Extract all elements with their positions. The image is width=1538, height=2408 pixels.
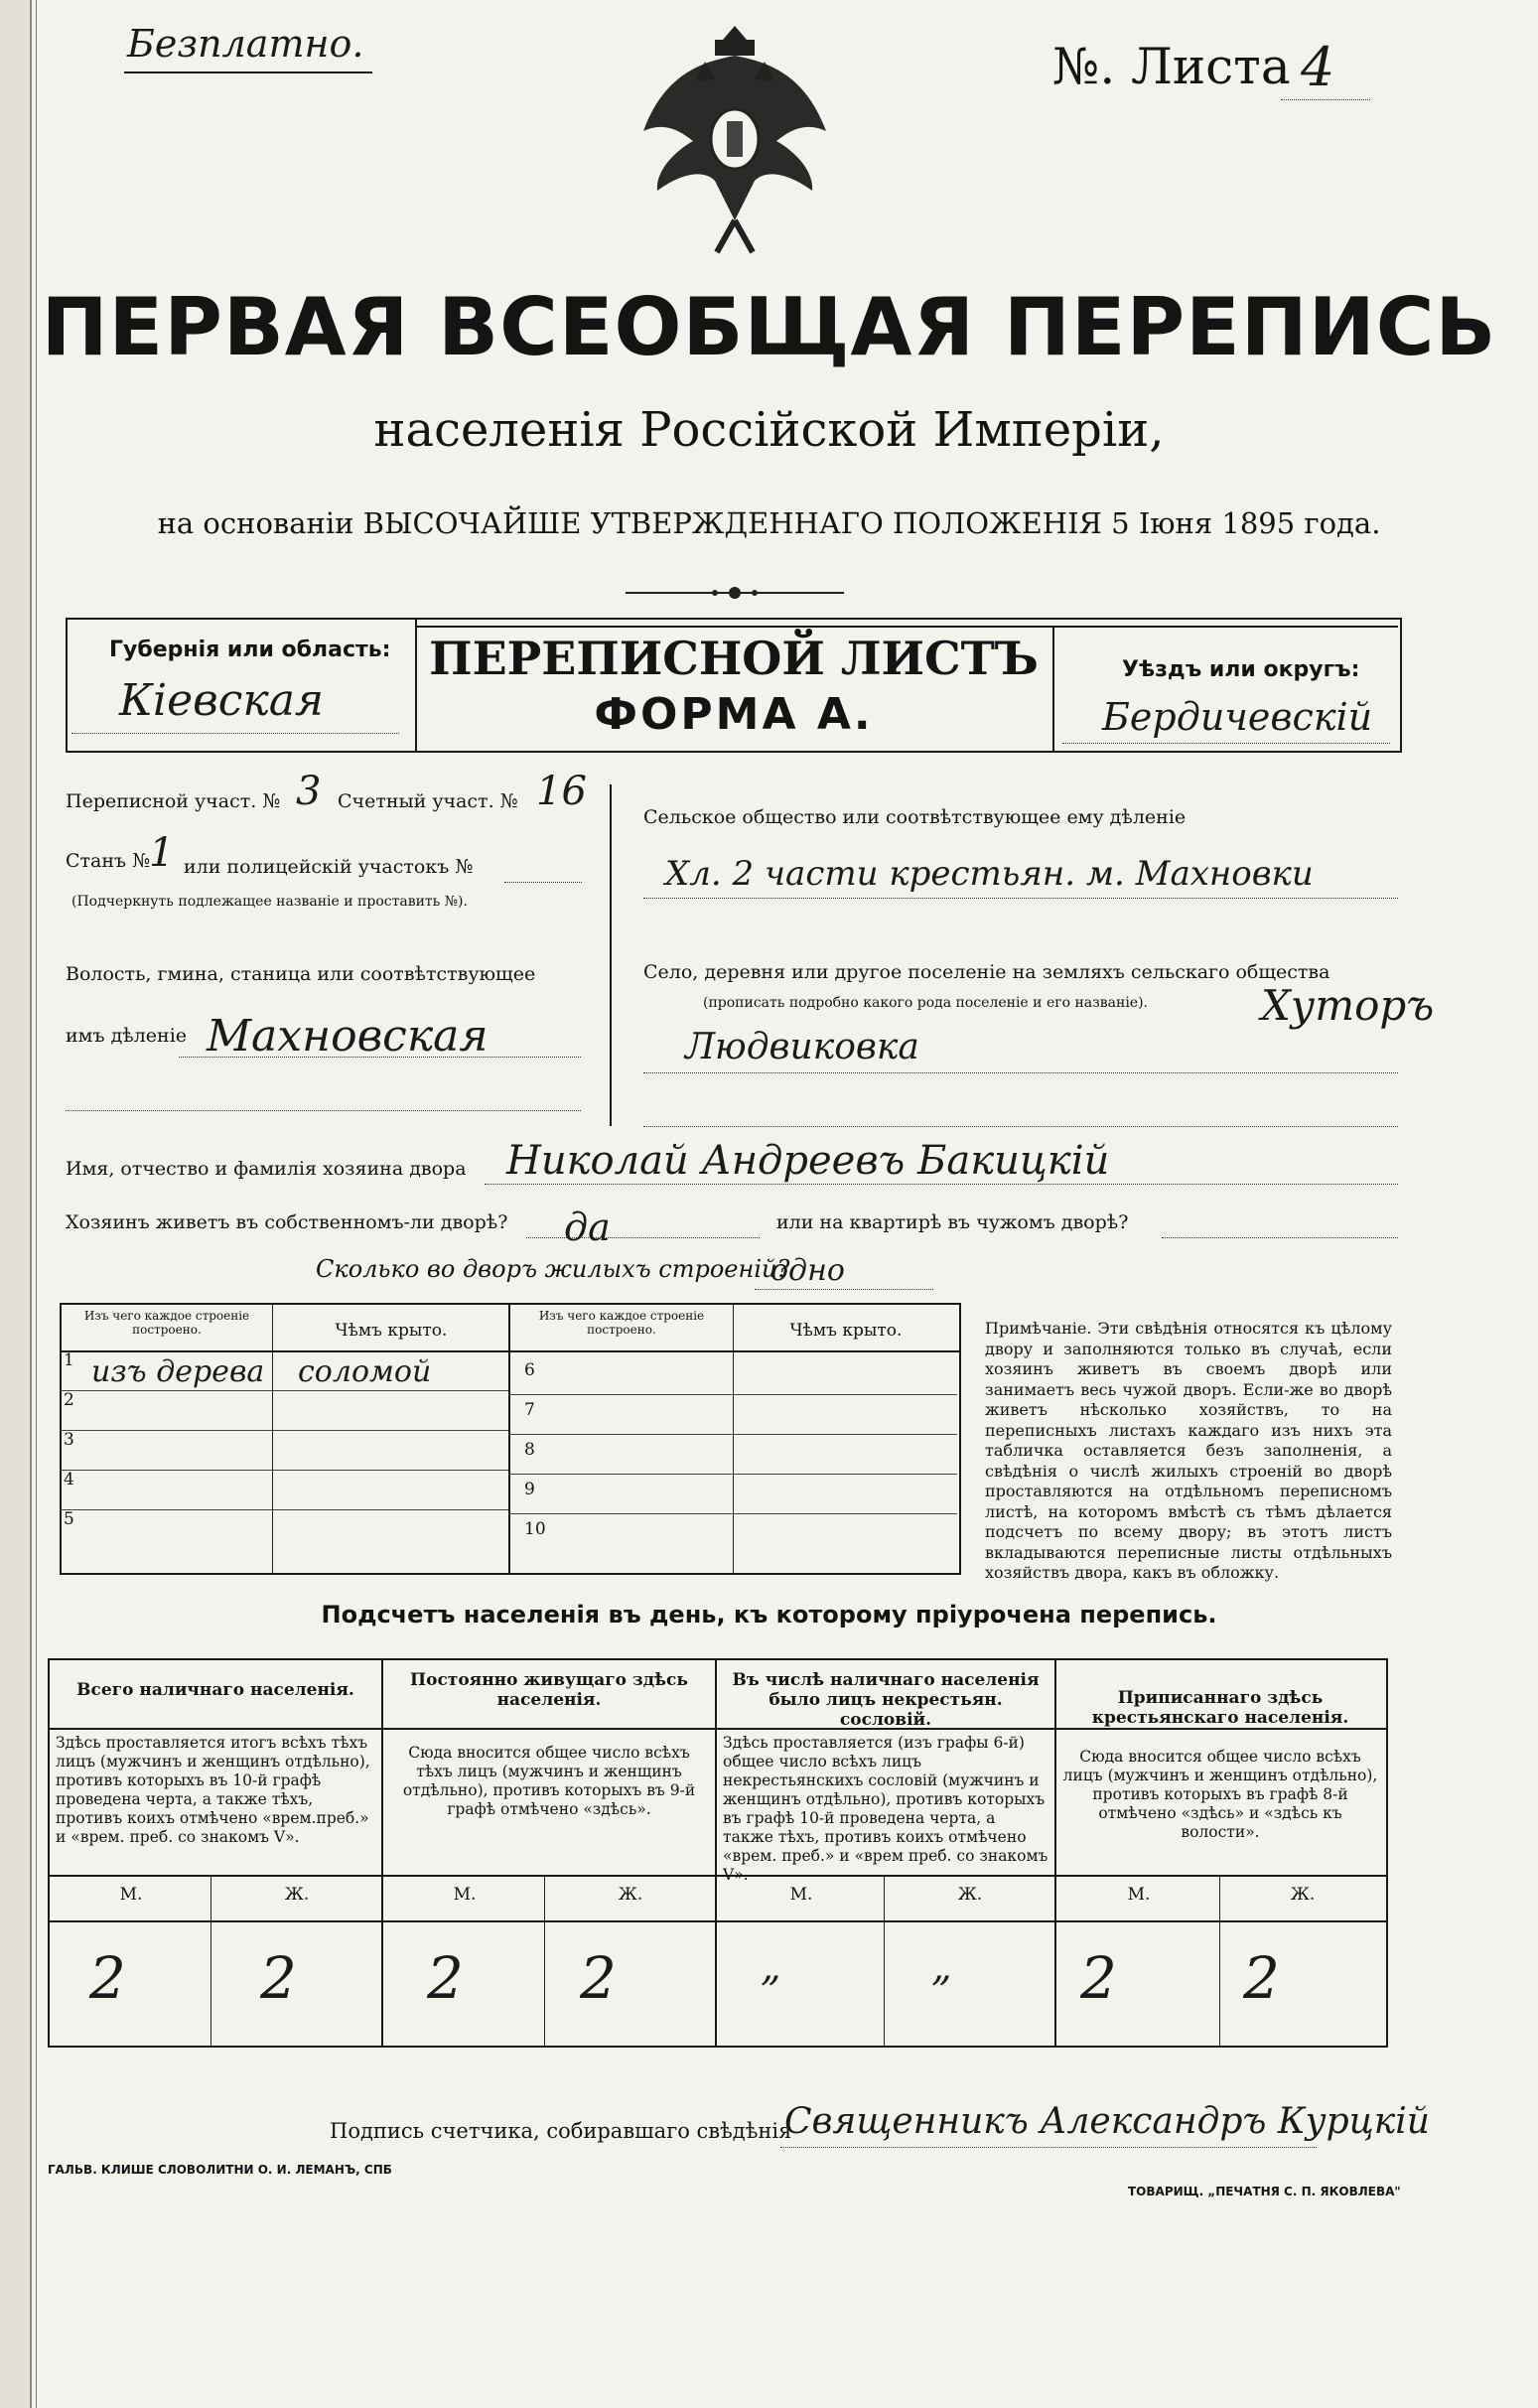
census-district-value: 3 xyxy=(296,769,322,814)
village-value-2: Людвиковка xyxy=(685,1027,919,1067)
population-male-label: М. xyxy=(453,1885,477,1905)
table-row-rule xyxy=(508,1474,957,1475)
buildings-col-roof-right: Чѣмъ крыто. xyxy=(789,1321,903,1341)
imperial-eagle-emblem xyxy=(635,22,834,260)
population-col-title: Постоянно живущаго здѣсь населенія. xyxy=(410,1670,688,1710)
stan-note: (Подчеркнуть подлежащее названіе и проставить №). xyxy=(71,894,468,910)
population-mf-divider xyxy=(1219,1875,1220,2046)
population-female-value: 2 xyxy=(260,1944,297,2012)
signature-field-line xyxy=(780,2147,1317,2148)
population-female-label: Ж. xyxy=(618,1885,643,1905)
population-male-value: „ xyxy=(761,1944,781,1990)
population-female-value: 2 xyxy=(580,1944,617,2012)
owner-name-label: Имя, отчество и фамилія хозяина двора xyxy=(66,1158,467,1180)
buildings-count-value: одно xyxy=(770,1253,845,1288)
gubernia-field-line xyxy=(71,733,399,734)
buildings-table xyxy=(60,1303,961,1575)
table-row-roof: соломой xyxy=(298,1354,432,1389)
signature-label: Подпись счетчика, собиравшаго свѣдѣнія xyxy=(330,2119,792,2143)
population-female-value: 2 xyxy=(1243,1944,1280,2012)
population-col-desc: Здѣсь проставляется итогъ всѣхъ тѣхъ лицъ (мужчинъ и женщинъ отдѣльно), противъ которыхъ въ 10-й графѣ проведена черта, а также тѣхъ, противъ коихъ отмѣчено «врем.преб.» и «врем. преб. со знакомъ V». xyxy=(56,1734,370,1846)
population-col-divider xyxy=(1054,1658,1056,2046)
village-field-line-2 xyxy=(643,1126,1398,1127)
uezd-field-line xyxy=(1062,743,1390,744)
buildings-header-rule xyxy=(60,1350,959,1352)
buildings-col-material-right: Изъ чего каждое строеніе построено. xyxy=(538,1309,705,1337)
volost-label: Волость, гмина, станица или соотвѣтствующее xyxy=(66,963,536,985)
population-male-label: М. xyxy=(789,1885,813,1905)
population-male-value: 2 xyxy=(427,1944,464,2012)
police-district-label: или полицейскій участокъ № xyxy=(184,856,474,878)
rent-yard-field-line xyxy=(1162,1237,1398,1238)
population-heading: Подсчетъ населенія въ день, къ которому пріурочена перепись. xyxy=(321,1601,1217,1629)
table-row-rule xyxy=(508,1513,957,1514)
sheet-number-value: 4 xyxy=(1301,36,1335,98)
footer-printer-left: ГАЛЬВ. КЛИШЕ СЛОВОЛИТНИ О. И. ЛЕМАНЪ, СПБ xyxy=(48,2163,392,2177)
population-mf-divider xyxy=(210,1875,211,2046)
village-label: Село, деревня или другое поселеніе на земляхъ сельскаго общества xyxy=(643,961,1330,983)
population-col-desc: Здѣсь проставляется (изъ графы 6-й) общее число всѣхъ лицъ некрестьянскихъ сословій (мужчинъ и женщинъ отдѣльно), противъ которыхъ въ графѣ 10-й проведена черта, а также тѣхъ, противъ коихъ отмѣчено «врем. преб.» и «врем преб. со знакомъ V». xyxy=(723,1734,1049,1884)
table-row-number: 7 xyxy=(524,1400,535,1420)
village-field-line xyxy=(643,1072,1398,1073)
buildings-col-roof-left: Чѣмъ крыто. xyxy=(335,1321,448,1341)
free-label: Безплатно. xyxy=(127,22,364,66)
population-mf-divider xyxy=(544,1875,545,2046)
table-row-number: 10 xyxy=(524,1519,546,1539)
population-mf-divider xyxy=(884,1875,885,2046)
buildings-col-material-left: Изъ чего каждое строеніе построено. xyxy=(83,1309,250,1337)
population-female-label: Ж. xyxy=(957,1885,983,1905)
table-row-number: 2 xyxy=(64,1390,74,1410)
population-male-value: 2 xyxy=(1080,1944,1117,2012)
population-col-title: Приписаннаго здѣсь крестьянскаго населенія. xyxy=(1091,1688,1349,1728)
count-district-value: 16 xyxy=(536,769,587,814)
buildings-count-field-line xyxy=(755,1289,933,1290)
form-header-strip xyxy=(415,626,1398,628)
village-value: Хуторъ xyxy=(1261,981,1435,1030)
population-male-label: М. xyxy=(119,1885,143,1905)
own-yard-field-line xyxy=(526,1237,760,1238)
table-row-rule xyxy=(60,1390,508,1391)
population-male-label: М. xyxy=(1127,1885,1151,1905)
table-row-rule xyxy=(60,1509,508,1510)
own-yard-label: Хозяинъ живетъ въ собственномъ-ли дворѣ? xyxy=(66,1211,508,1233)
form-legal-basis: на основаніи ВЫСОЧАЙШЕ УТВЕРЖДЕННАГО ПОЛОЖЕНІЯ 5 Іюня 1895 года. xyxy=(157,506,1381,540)
footer-printer-right: ТОВАРИЩ. „ПЕЧАТНЯ С. П. ЯКОВЛЕВА" xyxy=(1128,2185,1401,2198)
population-mf-rule-bottom xyxy=(48,1920,1386,1922)
population-title-rule xyxy=(48,1728,1386,1730)
owner-name-value: Николай Андреевъ Бакицкій xyxy=(506,1138,1110,1184)
table-row-rule xyxy=(60,1470,508,1471)
volost-field-line-2 xyxy=(66,1110,581,1111)
signature-value: Священникъ Александръ Курцкій xyxy=(784,2101,1430,2142)
society-field-line xyxy=(643,898,1398,899)
society-label: Сельское общество или соотвѣтствующее ему дѣленіе xyxy=(643,806,1187,828)
table-row-number: 4 xyxy=(64,1470,74,1489)
sheet-number-underline xyxy=(1281,99,1370,100)
table-row-rule xyxy=(60,1430,508,1431)
form-title: ПЕРВАЯ ВСЕОБЩАЯ ПЕРЕПИСЬ xyxy=(41,281,1497,373)
sheet-number-label: №. Листа xyxy=(1052,38,1291,95)
table-row-number: 1 xyxy=(64,1350,74,1370)
volost-field-line xyxy=(179,1057,581,1058)
population-female-label: Ж. xyxy=(1290,1885,1316,1905)
population-col-title: Въ числѣ наличнаго населенія было лицъ некрестьян. сословій. xyxy=(732,1670,1040,1730)
form-header-divider-right xyxy=(1052,628,1054,751)
population-col-title: Всего наличнаго населенія. xyxy=(76,1680,354,1700)
uezd-value: Бердичевскій xyxy=(1102,695,1373,739)
village-note: (прописать подробно какого рода поселеніе и его названіе). xyxy=(703,995,1148,1011)
table-row-material: изъ дерева xyxy=(91,1354,265,1389)
population-mf-rule-top xyxy=(48,1875,1386,1877)
table-row-rule xyxy=(508,1434,957,1435)
count-district-label: Счетный участ. № xyxy=(338,790,518,812)
gubernia-label: Губернія или область: xyxy=(109,637,391,662)
form-subtitle: населенія Россійской Имперіи, xyxy=(373,402,1165,458)
free-underline xyxy=(124,71,372,73)
volost-value: Махновская xyxy=(207,1011,489,1062)
stan-label: Станъ № xyxy=(66,850,151,872)
gubernia-value: Кіевская xyxy=(119,675,325,726)
population-col-divider xyxy=(715,1658,717,2046)
stan-value: 1 xyxy=(149,830,175,876)
ornament-divider xyxy=(626,581,844,605)
society-value: Хл. 2 части крестьян. м. Махновки xyxy=(665,854,1314,894)
table-row-number: 3 xyxy=(64,1430,74,1450)
buildings-table-middle xyxy=(508,1303,510,1573)
population-male-value: 2 xyxy=(89,1944,126,2012)
table-row-number: 8 xyxy=(524,1440,535,1460)
population-female-label: Ж. xyxy=(284,1885,310,1905)
form-sheet-title: ПЕРЕПИСНОЙ ЛИСТЪ xyxy=(429,632,1039,685)
form-type: ФОРМА А. xyxy=(594,689,874,740)
buildings-col-divider-right xyxy=(733,1303,734,1573)
table-row-number: 6 xyxy=(524,1360,535,1380)
rent-yard-label: или на квартирѣ въ чужомъ дворѣ? xyxy=(776,1211,1129,1233)
volost-label-2: имъ дѣленіе xyxy=(66,1025,188,1047)
buildings-note: Примѣчаніе. Эти свѣдѣнія относятся къ цѣлому двору и заполняются только въ случаѣ, если хозяинъ живетъ въ своемъ дворѣ или занимаетъ весь чужой дворъ. Если-же во дворѣ живетъ нѣсколько хозяйствъ, то на переписныхъ листахъ каждаго изъ нихъ эта табличка оставляется безъ заполненія, а свѣдѣнія о числѣ жилыхъ строеній во дворѣ проставляются на отдѣльномъ переписномъ листѣ, на которомъ вмѣстѣ съ тѣмъ дѣлается подсчетъ по всему двору; въ этотъ листъ вкладываются переписные листы отдѣльныхъ хозяйствъ двора, какъ въ обложку. xyxy=(985,1319,1392,1582)
census-district-label: Переписной участ. № xyxy=(66,790,281,812)
population-female-value: „ xyxy=(931,1944,952,1990)
table-row-number: 9 xyxy=(524,1480,535,1499)
population-col-desc: Сюда вносится общее число всѣхъ лицъ (мужчинъ и женщинъ отдѣльно), противъ которыхъ въ графѣ 8-й отмѣчено «здѣсь» и «здѣсь къ волости». xyxy=(1062,1748,1378,1841)
police-district-field-line xyxy=(504,882,582,883)
table-row-number: 5 xyxy=(64,1509,74,1529)
population-col-divider xyxy=(381,1658,383,2046)
buildings-col-divider-left xyxy=(272,1303,273,1573)
uezd-label: Уѣздъ или округъ: xyxy=(1122,657,1360,682)
owner-name-field-line xyxy=(485,1184,1398,1185)
population-col-desc: Сюда вносится общее число всѣхъ тѣхъ лицъ (мужчинъ и женщинъ отдѣльно), противъ которыхъ въ 9-й графѣ отмѣчено «здѣсь». xyxy=(402,1744,696,1818)
table-row-rule xyxy=(508,1394,957,1395)
fields-divider xyxy=(610,784,612,1126)
own-yard-value: да xyxy=(564,1205,611,1249)
buildings-count-label: Сколько во дворъ жилыхъ строеній? xyxy=(316,1255,790,1283)
